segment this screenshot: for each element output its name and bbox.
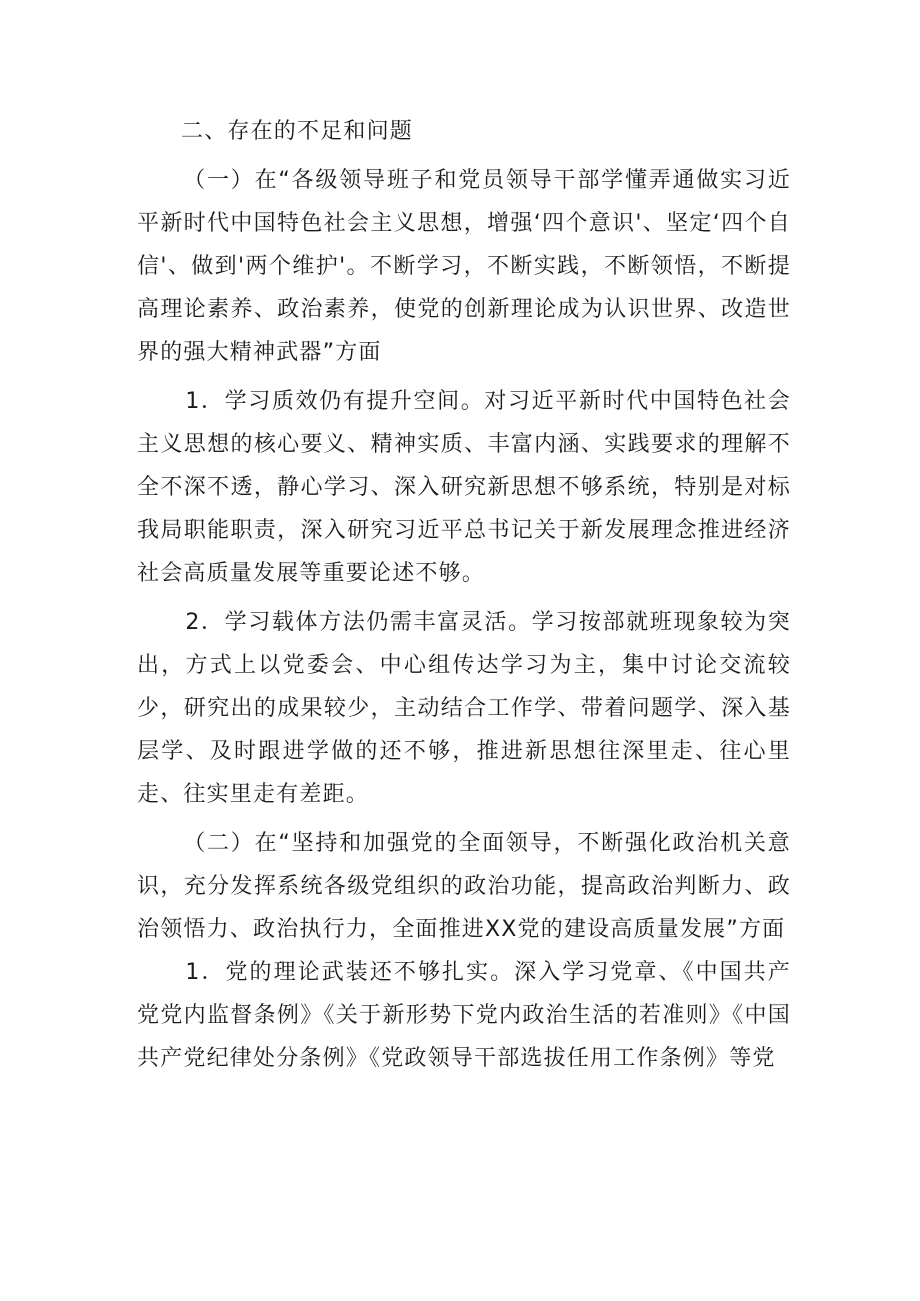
part1-item2: 2．学习载体方法仍需丰富灵活。学习按部就班现象较为突出，方式上以党委会、中心组传达学习为主，集中讨论交流较少，研究出的成果较少，主动结合工作学、带着问题学、深入基层学、及时跟进学做的还不够，推进新思想往深里走、往心里走、往实里走有差距。 bbox=[137, 610, 791, 807]
part2-item1: 1．党的理论武装还不够扎实。深入学习党章、《中国共产党党内监督条例》《关于新形势下党内政治生活的若准则》《中国共产党纪律处分条例》《党政领导干部选拔任用工作条例》等党 bbox=[137, 960, 791, 1071]
section-heading: 二、存在的不足和问题 bbox=[181, 119, 414, 144]
part1-item1: 1．学习质效仍有提升空间。对习近平新时代中国特色社会主义思想的核心要义、精神实质、丰富内涵、实践要求的理解不全不深不透，静心学习、深入研究新思想不够系统，特别是对标我局职能职责，深入研究习近平总书记关于新发展理念推进经济社会高质量发展等重要论述不够。 bbox=[137, 389, 791, 586]
document-body bbox=[137, 110, 791, 1086]
part1-title: （一）在“各级领导班子和党员领导干部学懂弄通做实习近平新时代中国特色社会主义思想，增强‘四个意识'、坚定‘四个自信'、做到'两个维护'。不断学习，不断实践，不断领悟，不断提高理论素养、政治素养，使党的创新理论成为认识世界、改造世界的强大精神武器”方面 bbox=[137, 168, 791, 365]
part2-title: （二）在“坚持和加强党的全面领导，不断强化政治机关意识，充分发挥系统各级党组织的政治功能，提高政治判断力、政治领悟力、政治执行力，全面推进XX党的建设高质量发展”方面 bbox=[137, 831, 791, 942]
